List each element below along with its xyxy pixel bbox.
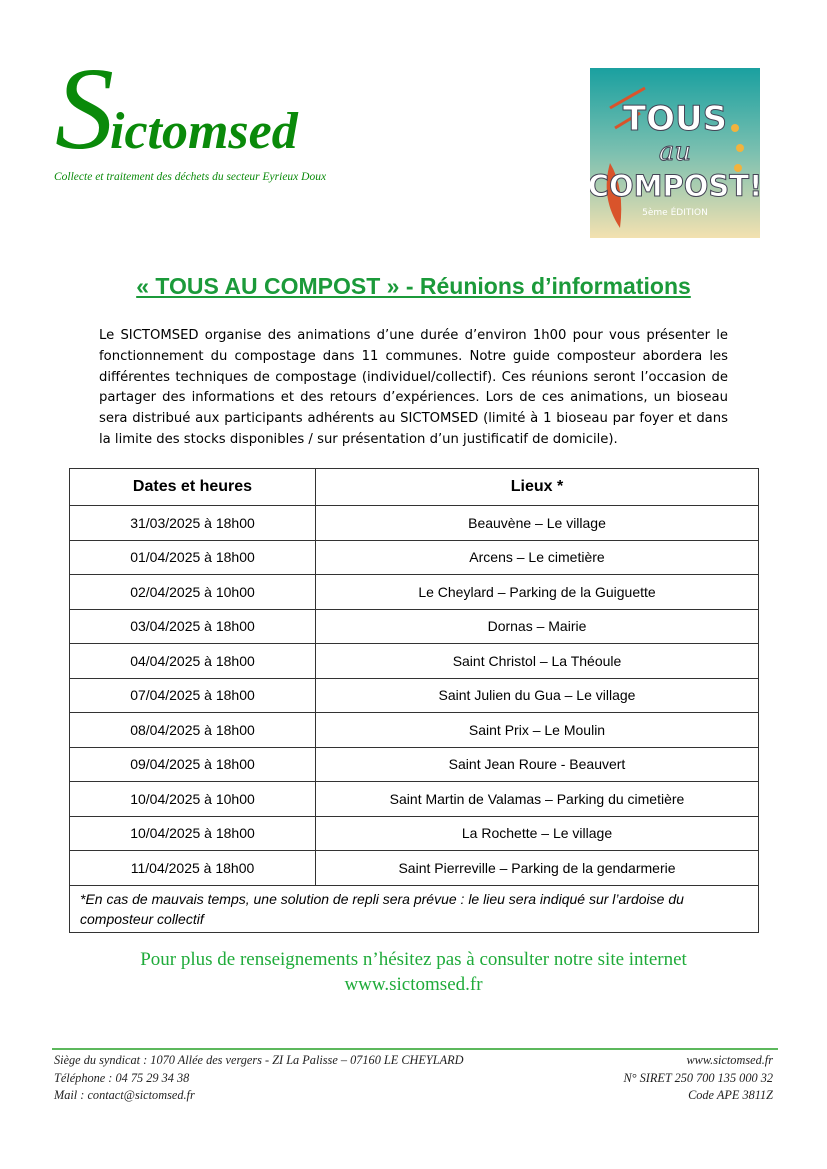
logo-initial: S: [55, 43, 114, 174]
table-row: [70, 713, 759, 748]
date-cell: 07/04/2025 à 18h00: [70, 678, 316, 713]
footer-website[interactable]: www.sictomsed.fr: [686, 1053, 773, 1067]
location-cell: Le Cheylard – Parking de la Guiguette: [316, 575, 759, 610]
footer-right: [623, 1052, 773, 1105]
footer-divider: [52, 1048, 778, 1050]
date-cell: 11/04/2025 à 18h00: [70, 851, 316, 886]
date-cell: 10/04/2025 à 18h00: [70, 816, 316, 851]
footer-siret: N° SIRET 250 700 135 000 32: [623, 1070, 773, 1085]
footer-address: Siège du syndicat : 1070 Allée des vergers - ZI La Palisse – 07160 LE CHEYLARD: [54, 1053, 464, 1067]
footer-phone: Téléphone : 04 75 29 34 38: [54, 1070, 190, 1085]
svg-text:TOUS: TOUS: [622, 99, 728, 139]
page-title: « TOUS AU COMPOST » - Réunions d’informations: [136, 273, 691, 299]
location-cell: La Rochette – Le village: [316, 816, 759, 851]
header-lieux: Lieux *: [316, 469, 759, 506]
intro-paragraph: Le SICTOMSED organise des animations d’une durée d’environ 1h00 pour vous présenter le fonctionnement du compostage dans 11 communes. Notre guide composteur abordera les différentes techniques de compostage (individuel/collectif). Ces réunions seront l’occasion de partager des informations et des retours d’expériences. Lors de ces animations, un bioseau sera distribué aux participants adhérents au SICTOMSED (limité à 1 bioseau par foyer et dans la limite des stocks disponibles / sur présentation d’un justificatif de domicile).: [99, 328, 728, 447]
table-row: [70, 506, 759, 541]
table-row: [70, 816, 759, 851]
svg-text:au: au: [658, 137, 692, 167]
footer-left: [54, 1052, 464, 1105]
logo-rest: ictomsed: [110, 103, 298, 160]
tagline: Collecte et traitement des déchets du secteur Eyrieux Doux: [54, 171, 327, 183]
sictomsed-logo: [55, 43, 298, 174]
date-cell: 31/03/2025 à 18h00: [70, 506, 316, 541]
location-cell: Saint Pierreville – Parking de la gendarmerie: [316, 851, 759, 886]
date-cell: 04/04/2025 à 18h00: [70, 644, 316, 679]
table-row: [70, 540, 759, 575]
table-row: [70, 782, 759, 817]
location-cell: Dornas – Mairie: [316, 609, 759, 644]
more-info-text: Pour plus de renseignements n’hésitez pas à consulter notre site internet: [140, 949, 687, 970]
footer-email[interactable]: Mail : contact@sictomsed.fr: [54, 1088, 195, 1102]
location-cell: Beauvène – Le village: [316, 506, 759, 541]
location-cell: Saint Jean Roure - Beauvert: [316, 747, 759, 782]
location-cell: Arcens – Le cimetière: [316, 540, 759, 575]
table-row: [70, 747, 759, 782]
schedule-table: [69, 468, 759, 933]
location-cell: Saint Prix – Le Moulin: [316, 713, 759, 748]
date-cell: 01/04/2025 à 18h00: [70, 540, 316, 575]
date-cell: 03/04/2025 à 18h00: [70, 609, 316, 644]
table-row: [70, 609, 759, 644]
svg-text:5ème ÉDITION: 5ème ÉDITION: [642, 208, 708, 218]
date-cell: 10/04/2025 à 10h00: [70, 782, 316, 817]
table-row: [70, 851, 759, 886]
location-cell: Saint Julien du Gua – Le village: [316, 678, 759, 713]
weather-note: *En cas de mauvais temps, une solution de repli sera prévue : le lieu sera indiqué sur l’ardoise du composteur collectif: [70, 885, 759, 932]
date-cell: 09/04/2025 à 18h00: [70, 747, 316, 782]
date-cell: 08/04/2025 à 18h00: [70, 713, 316, 748]
svg-text:COMPOST!: COMPOST!: [590, 169, 760, 203]
table-header-row: [70, 469, 759, 506]
table-row: [70, 678, 759, 713]
table-row: [70, 644, 759, 679]
website-link[interactable]: www.sictomsed.fr: [344, 974, 483, 995]
more-info: [0, 947, 827, 997]
tous-au-compost-badge-image: [590, 68, 760, 238]
footer-ape: Code APE 3811Z: [688, 1088, 773, 1102]
header-dates: Dates et heures: [70, 469, 316, 506]
table-note-row: [70, 885, 759, 932]
location-cell: Saint Martin de Valamas – Parking du cimetière: [316, 782, 759, 817]
table-row: [70, 575, 759, 610]
date-cell: 02/04/2025 à 10h00: [70, 575, 316, 610]
location-cell: Saint Christol – La Théoule: [316, 644, 759, 679]
